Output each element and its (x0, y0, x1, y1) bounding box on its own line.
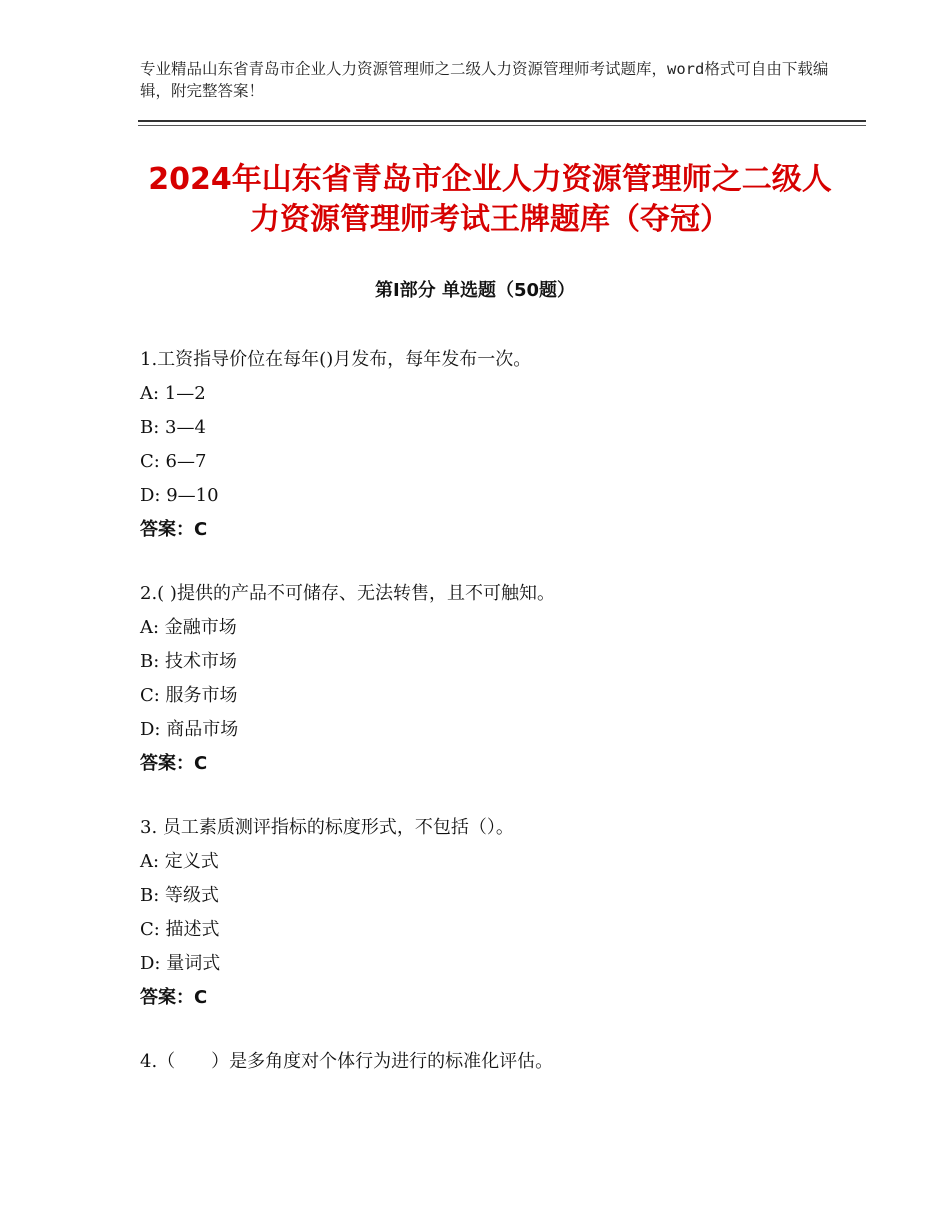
option-a: A: 1—2 (140, 383, 206, 404)
answer: 答案：C (140, 753, 208, 774)
question-stem: 3. 员工素质测评指标的标度形式，不包括（）。 (140, 817, 514, 838)
option-b: B: 3—4 (140, 417, 206, 438)
question-4 (140, 1045, 840, 1079)
question-stem: 4.（ ）是多角度对个体行为进行的标准化评估。 (140, 1051, 554, 1072)
question-list (140, 343, 840, 1109)
option-a: A: 定义式 (140, 851, 219, 872)
question-stem: 2.( )提供的产品不可储存、无法转售，且不可触知。 (140, 583, 555, 604)
header-divider-thick (138, 120, 866, 122)
option-b: B: 技术市场 (140, 651, 238, 672)
header-note: 专业精品山东省青岛市企业人力资源管理师之二级人力资源管理师考试题库，word格式可自由下载编辑，附完整答案！ (140, 60, 829, 100)
question-2 (140, 577, 840, 781)
question-3 (140, 811, 840, 1015)
option-c: C: 服务市场 (140, 685, 238, 706)
question-1 (140, 343, 840, 547)
option-a: A: 金融市场 (140, 617, 237, 638)
answer: 答案：C (140, 987, 208, 1008)
option-d: D: 商品市场 (140, 719, 239, 740)
document-title: 2024年山东省青岛市企业人力资源管理师之二级人力资源管理师考试王牌题库（夺冠） (148, 162, 832, 237)
section-title: 第Ⅰ部分 单选题（50题） (374, 280, 575, 301)
option-c: C: 描述式 (140, 919, 220, 940)
option-d: D: 量词式 (140, 953, 221, 974)
header-divider-thin (138, 125, 866, 126)
option-b: B: 等级式 (140, 885, 220, 906)
answer: 答案：C (140, 519, 208, 540)
option-c: C: 6—7 (140, 451, 207, 472)
option-d: D: 9—10 (140, 485, 219, 506)
question-stem: 1.工资指导价位在每年()月发布，每年发布一次。 (140, 349, 532, 370)
